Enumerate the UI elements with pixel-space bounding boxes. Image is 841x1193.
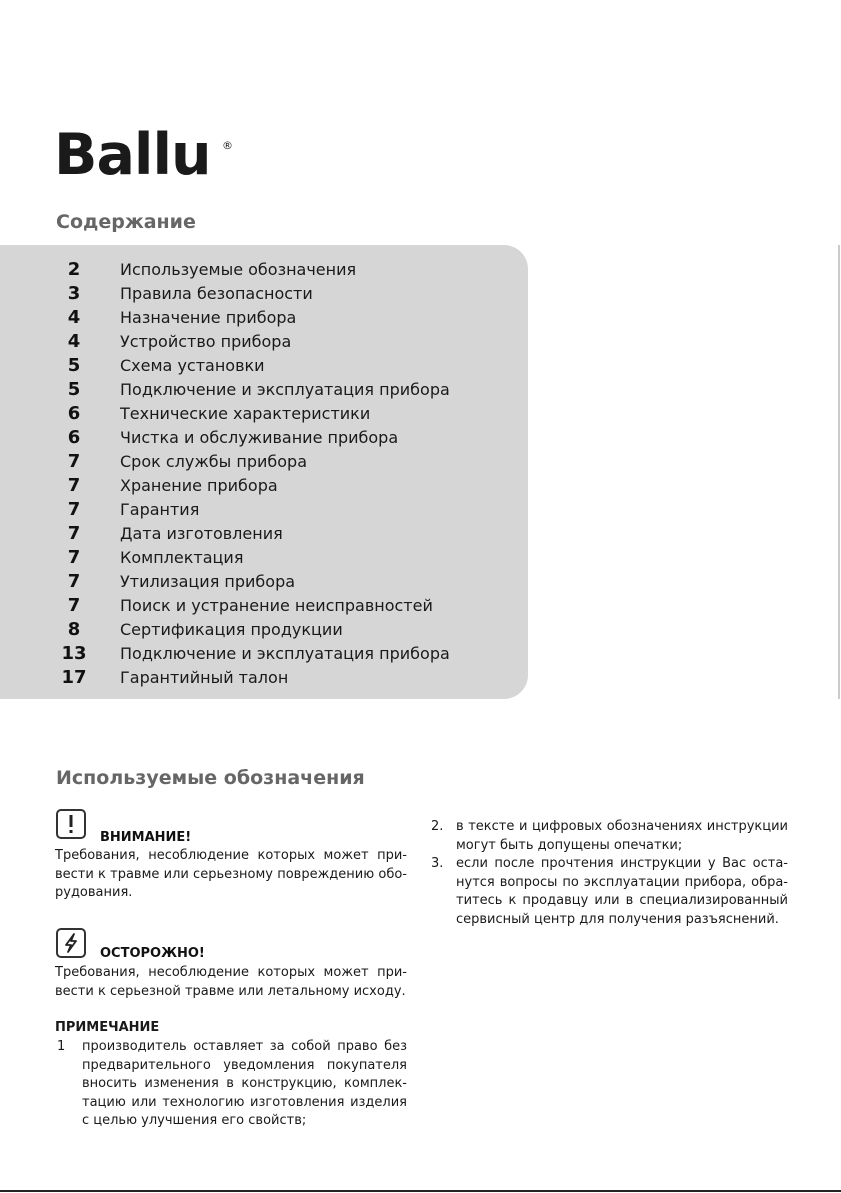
note-item-number: 2. <box>431 819 444 834</box>
brand-logo-text: Ballu <box>54 122 211 188</box>
edge-divider <box>838 245 840 699</box>
caution-heading: ОСТОРОЖНО! <box>100 946 205 961</box>
toc-page-number: 7 <box>67 595 81 616</box>
toc-label: Хранение прибора <box>120 476 278 495</box>
toc-row <box>0 618 528 642</box>
toc-row <box>0 306 528 330</box>
toc-label: Подключение и эксплуатация прибора <box>120 644 450 663</box>
toc-label: Технические характеристики <box>120 404 371 423</box>
toc-label: Правила безопасности <box>120 284 313 303</box>
bottom-divider <box>0 1190 841 1192</box>
toc-page-number: 5 <box>67 355 81 376</box>
toc-label: Утилизация прибора <box>120 572 296 591</box>
toc-label: Срок службы прибора <box>120 452 307 471</box>
toc-row <box>0 402 528 426</box>
brand-logo <box>54 122 244 188</box>
lightning-icon <box>56 928 86 958</box>
toc-row <box>0 642 528 666</box>
note-item-text: в тексте и цифровых обозначениях инструкции могут быть допущены опечатки; <box>456 819 788 853</box>
toc-panel <box>0 245 528 699</box>
toc-row <box>0 330 528 354</box>
caution-text: Требования, несоблюдение которых может при- вести к серьезной травме или летальному исходу. <box>55 965 407 999</box>
toc-page-number: 3 <box>67 283 81 304</box>
toc-page-number: 5 <box>67 379 81 400</box>
note-item-number: 1 <box>57 1039 66 1054</box>
warning-heading: ВНИМАНИЕ! <box>100 830 192 845</box>
toc-row <box>0 354 528 378</box>
toc-page-number: 17 <box>61 667 87 688</box>
toc-title: Содержание <box>56 211 196 233</box>
exclamation-icon <box>56 809 86 839</box>
note-item-text: производитель оставляет за собой право без предварительного уведомления покупателя вносить изменения в конструкцию, комплек- тацию или технологию изготовления изделия с целью улучшения его свойств; <box>82 1039 407 1128</box>
toc-label: Чистка и обслуживание прибора <box>120 428 399 447</box>
warning-text: Требования, несоблюдение которых может при- вести к травме или серьезному повреждению обо- рудования. <box>55 848 407 900</box>
toc-row <box>0 282 528 306</box>
note-heading: ПРИМЕЧАНИЕ <box>55 1020 160 1035</box>
toc-label: Гарантия <box>120 500 200 519</box>
toc-row <box>0 570 528 594</box>
toc-page-number: 2 <box>67 259 81 280</box>
toc-page-number: 7 <box>67 523 81 544</box>
toc-page-number: 6 <box>67 403 81 424</box>
toc-label: Дата изготовления <box>120 524 283 543</box>
toc-row <box>0 426 528 450</box>
toc-row <box>0 450 528 474</box>
toc-page-number: 7 <box>67 475 81 496</box>
toc-page-number: 4 <box>67 331 81 352</box>
toc-page-number: 7 <box>67 451 81 472</box>
registered-mark: ® <box>222 139 233 152</box>
toc-label: Схема установки <box>120 356 265 375</box>
toc-row <box>0 474 528 498</box>
toc-label: Комплектация <box>120 548 244 567</box>
toc-page-number: 7 <box>67 547 81 568</box>
toc-label: Гарантийный талон <box>120 668 289 687</box>
toc-row <box>0 546 528 570</box>
toc-label: Устройство прибора <box>120 332 292 351</box>
toc-label: Подключение и эксплуатация прибора <box>120 380 450 399</box>
toc-row <box>0 522 528 546</box>
toc-page-number: 6 <box>67 427 81 448</box>
toc-page-number: 8 <box>67 619 81 640</box>
note-item-number: 3. <box>431 856 444 871</box>
toc-row <box>0 666 528 690</box>
note-item-text: если после прочтения инструкции у Вас оста- нутся вопросы по эксплуатации прибора, обра- титесь к продавцу или в специализированный сервисный центр для получения разъяснений. <box>456 856 788 927</box>
toc-page-number: 7 <box>67 499 81 520</box>
toc-row <box>0 258 528 282</box>
toc-label: Используемые обозначения <box>120 260 357 279</box>
toc-label: Назначение прибора <box>120 308 297 327</box>
toc-label: Сертификация продукции <box>120 620 343 639</box>
toc-row <box>0 594 528 618</box>
toc-page-number: 7 <box>67 571 81 592</box>
toc-page-number: 4 <box>67 307 81 328</box>
toc-row <box>0 498 528 522</box>
toc-page-number: 13 <box>61 643 87 664</box>
toc-label: Поиск и устранение неисправностей <box>120 596 433 615</box>
section-title: Используемые обозначения <box>56 767 365 789</box>
toc-row <box>0 378 528 402</box>
